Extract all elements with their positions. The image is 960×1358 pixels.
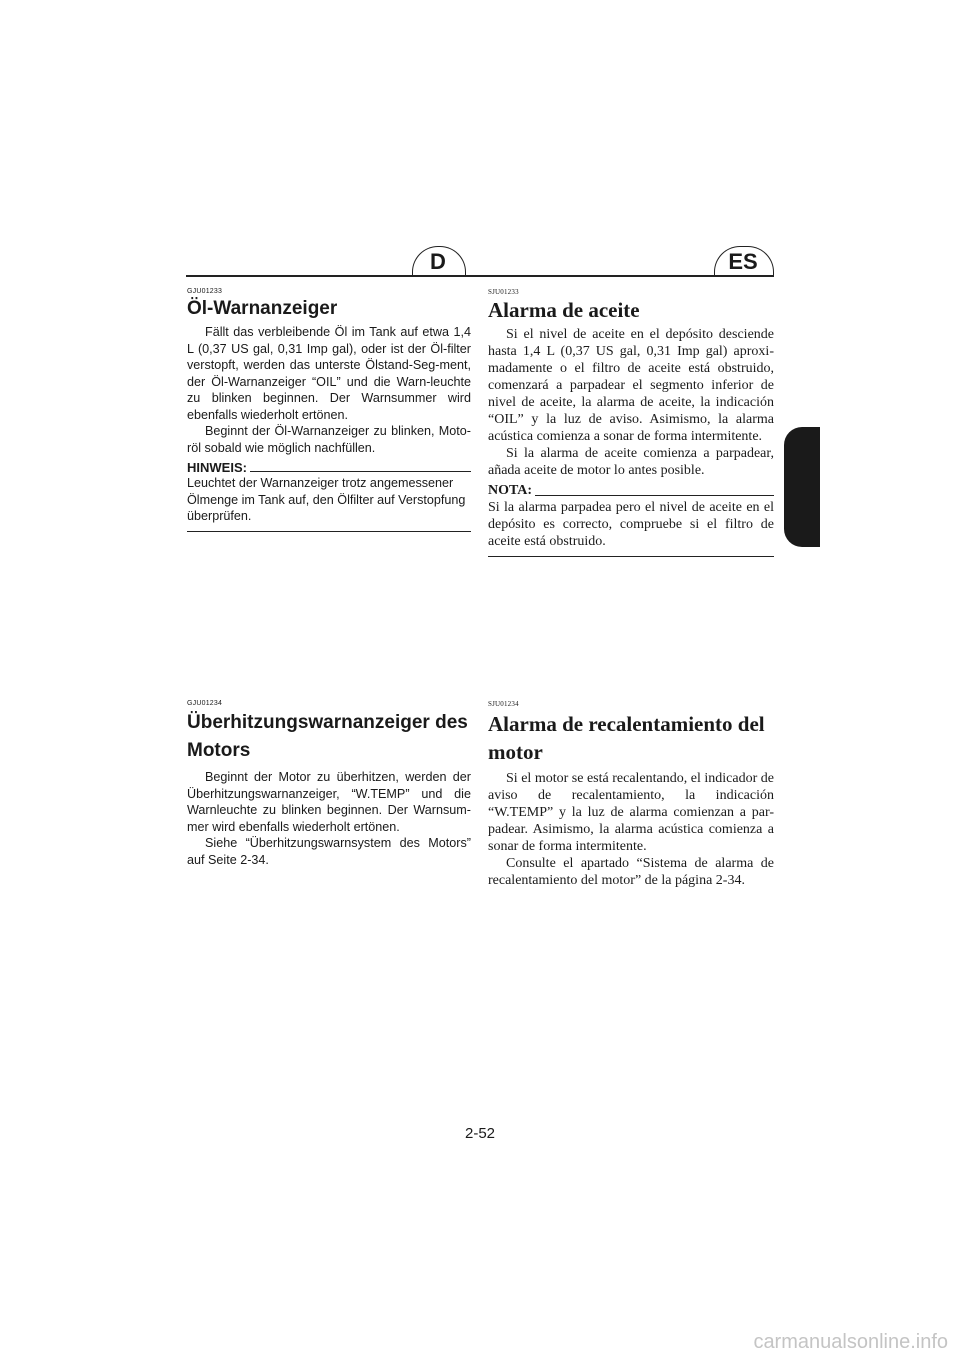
es-section-oil-warning — [488, 288, 774, 557]
section-code: SJU01234 — [488, 700, 519, 708]
paragraph: Fällt das verbleibende Öl im Tank auf etwa 1,4 L (0,37 US gal, 0,31 Imp gal), oder ist der Öl-filter verstopft, werden das unterste Ölstand-Seg-ment, der Öl-Warnanzeiger “OIL” und die Warn-leuchte zu blinken beginnen. Der Warnsummer wird ebenfalls wiederholt ertönen. — [187, 325, 471, 422]
header-rule — [186, 275, 774, 277]
section-title: Alarma de recalentamiento del motor — [488, 712, 765, 764]
es-section-overheat-warning — [488, 700, 774, 889]
chapter-tab — [784, 427, 820, 547]
section-code: SJU01233 — [488, 288, 519, 296]
section-title: Überhitzungswarnanzeiger des Motors — [187, 712, 468, 761]
note-end-rule — [187, 531, 471, 532]
page-number: 2-52 — [464, 1125, 496, 1142]
note-rule — [250, 471, 471, 472]
section-code: GJU01233 — [187, 288, 223, 295]
section-title: Alarma de aceite — [488, 298, 640, 322]
paragraph: Siehe “Überhitzungswarnsystem des Motors” auf Seite 2-34. — [187, 836, 471, 867]
section-title: Öl-Warnanzeiger — [187, 298, 338, 319]
de-section-oil-warning — [187, 288, 471, 532]
lang-label-es: ES — [728, 249, 758, 274]
watermark: carmanualsonline.info — [753, 1331, 948, 1353]
paragraph: Si el motor se está recalentando, el indicador de aviso de recalentamiento, la indicación “W.TEMP” y la luz de alarma comienzan a par-padear. Asimismo, la alarma acústica comienza a sonar de forma intermitente. — [488, 771, 774, 854]
note-header — [488, 483, 774, 499]
note-text: Leuchtet der Warnanzeiger trotz angemessener Ölmenge im Tank auf, den Ölfilter auf Verstopfung überprüfen. — [187, 476, 466, 523]
note-text: Si la alarma parpadea pero el nivel de aceite en el depósito es correcto, compruebe si el filtro de aceite está obstruido. — [488, 500, 774, 549]
note-rule — [535, 495, 774, 496]
paragraph: Si el nivel de aceite en el depósito desciende hasta 1,4 L (0,37 US gal, 0,31 Imp gal) aproxi-madamente o el filtro de aceite está obstruido, comenzará a parpadear el segmento inferior de nivel de aceite, la alarma de aceite, la indicación “OIL” y la luz de aviso. Asimismo, la alarma acústica comienza a sonar de forma intermitente. — [488, 327, 774, 444]
paragraph: Consulte el apartado “Sistema de alarma de recalentamiento del motor” de la página 2-34. — [488, 856, 774, 888]
paragraph: Beginnt der Öl-Warnanzeiger zu blinken, Moto-röl sobald wie möglich nachfüllen. — [187, 424, 471, 455]
section-code: GJU01234 — [187, 700, 223, 707]
note-header — [187, 460, 471, 475]
de-section-overheat-warning — [187, 700, 471, 868]
note-end-rule — [488, 556, 774, 557]
note-label: NOTA: — [488, 483, 533, 498]
note-label: HINWEIS: — [187, 460, 247, 475]
paragraph: Beginnt der Motor zu überhitzen, werden der Überhitzungswarnanzeiger, “W.TEMP” und die Warnleuchte zu blinken beginnen. Der Warnsum-mer wird ebenfalls wiederholt ertönen. — [187, 770, 471, 834]
lang-label-de: D — [430, 249, 446, 274]
paragraph: Si la alarma de aceite comienza a parpadear, añada aceite de motor lo antes posible. — [488, 446, 774, 478]
